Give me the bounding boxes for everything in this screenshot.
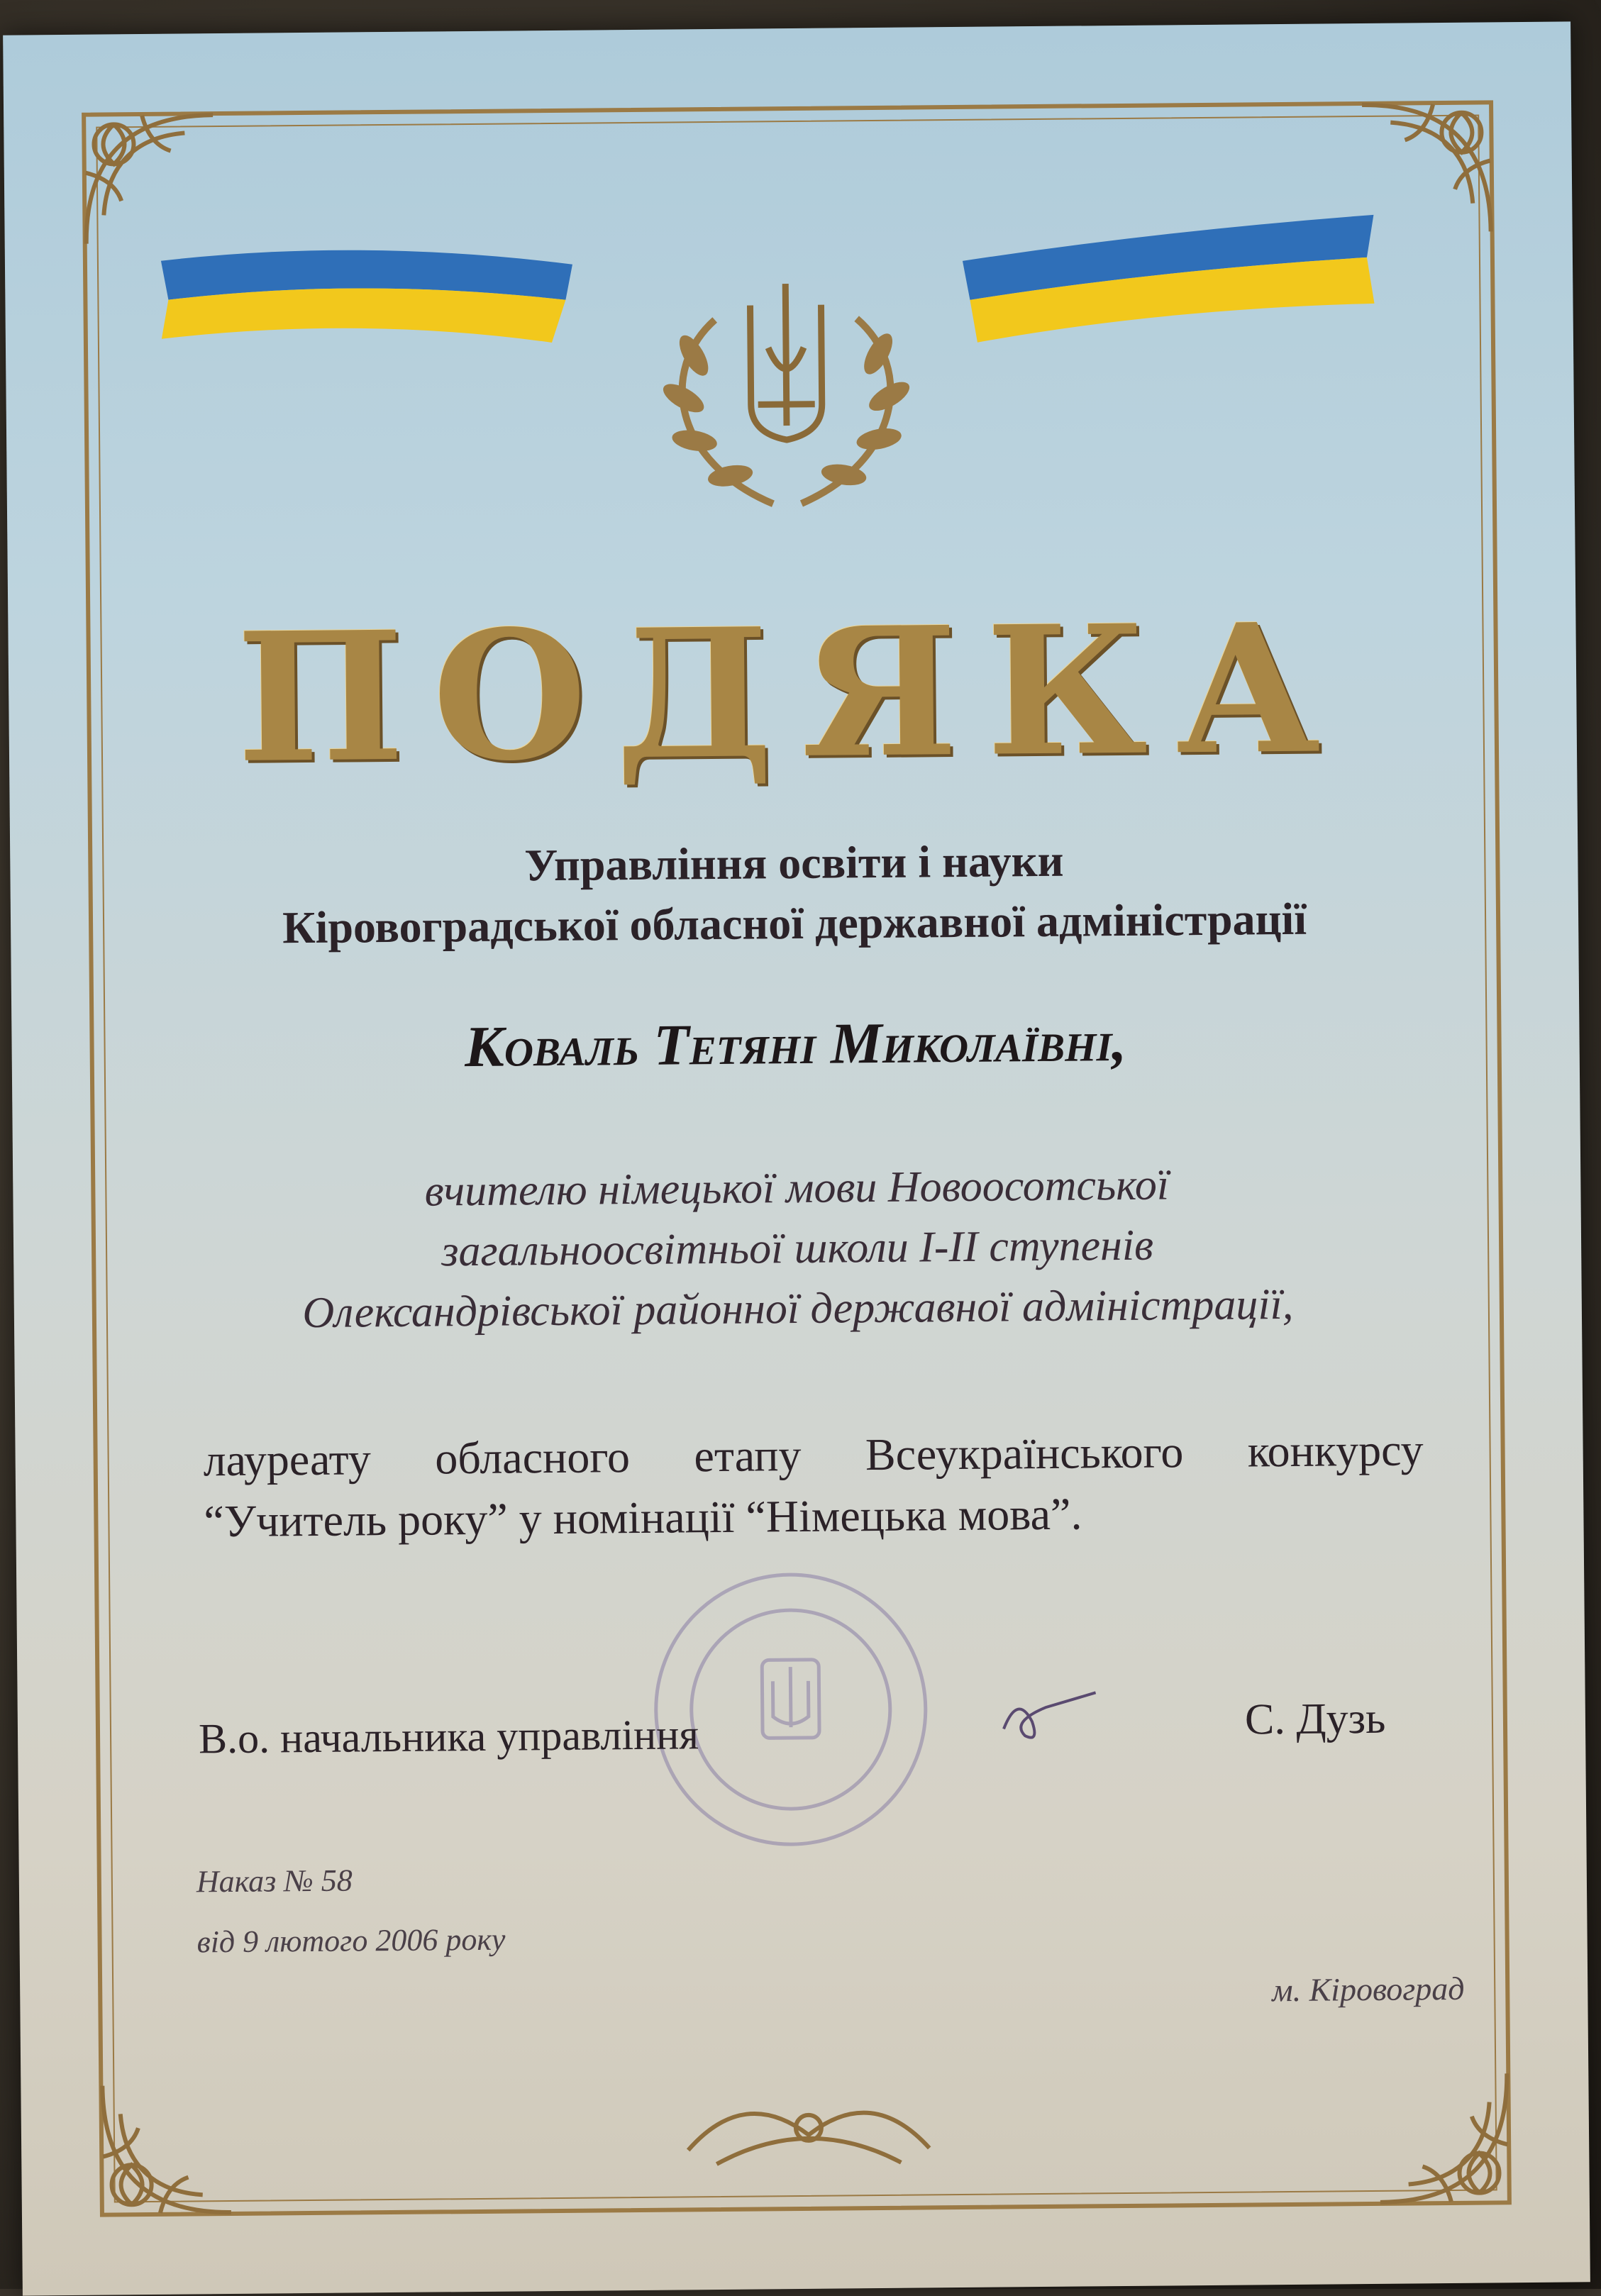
ukrainian-flag-ribbon-icon: [146, 208, 587, 353]
laureate-paragraph: [203, 1424, 1424, 1548]
bottom-ornament-icon: [673, 2070, 943, 2185]
position-line-2: загальноосвітньої школи І-ІІ ступенів: [441, 1221, 1154, 1276]
certificate-sheet: [3, 21, 1590, 2295]
issuer-line-2: Кіровоградської обласної державної адміністрації: [282, 893, 1307, 953]
signatory-name: С. Дузь: [1244, 1694, 1386, 1744]
recipient-name: Коваль Тетяні Миколаївні,: [464, 1008, 1127, 1080]
trident-wreath-icon: [615, 261, 958, 533]
ukrainian-flag-ribbon-icon: [948, 201, 1389, 346]
signatory-role: В.о. начальника управління: [198, 1711, 699, 1763]
certificate-title: ПОДЯКА: [236, 584, 1350, 802]
city: м. Кіровоград: [1272, 1970, 1465, 2009]
laureate-line-1: лауреату обласного етапу Всеукраїнського конкурсу: [203, 1424, 1424, 1486]
signature-icon: [989, 1671, 1103, 1757]
order-date: від 9 лютого 2006 року: [196, 1921, 506, 1960]
issuer-line-1: Управління освіти і науки: [523, 835, 1064, 891]
position-line-3: Олександрівської районної державної адміністрації,: [302, 1280, 1294, 1338]
corner-ornament-icon: [1336, 2031, 1522, 2217]
corner-ornament-icon: [88, 2041, 274, 2227]
order-number: Наказ № 58: [196, 1863, 353, 1900]
position-line-1: вчителю німецької мови Новоосотської: [424, 1160, 1170, 1216]
official-seal-icon: [619, 1566, 962, 1853]
laureate-line-2: “Учитель року” у номінації “Німецька мова”.: [204, 1488, 1082, 1547]
